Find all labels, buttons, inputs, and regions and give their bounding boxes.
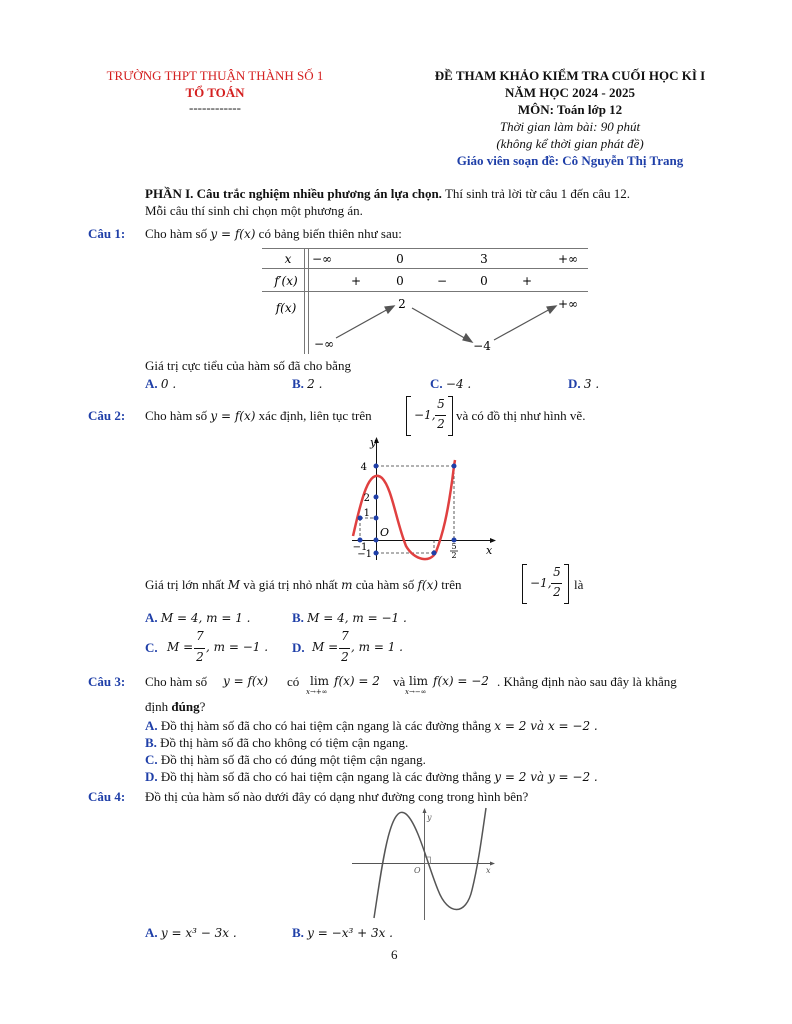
q3-lim1: lim	[310, 674, 330, 688]
frac-num: 7	[341, 629, 349, 643]
vt-fprime-value: 0	[480, 274, 488, 288]
q2-option-a[interactable]	[145, 610, 250, 626]
option-label: C.	[145, 640, 158, 655]
q3-stem-line2-pre: định	[145, 699, 172, 714]
duration: Thời gian làm bài: 90 phút	[499, 119, 641, 134]
option-text: Đồ thị hàm số đã cho có hai tiệm cận ngang là các đường thẳng	[157, 718, 495, 733]
q1-option-a[interactable]	[145, 376, 176, 392]
q3-stem-post: . Khẳng định nào sau đây là khẳng	[497, 674, 677, 689]
q2-option-d[interactable]	[292, 629, 432, 668]
option-math: y = 2 và y = −2 .	[494, 770, 598, 784]
vt-x-value: 0	[396, 252, 404, 266]
option-text: 3 .	[583, 377, 600, 391]
q3-option-c[interactable]	[145, 752, 426, 768]
q2-stem-post: và có đồ thị như hình vẽ.	[456, 408, 586, 423]
q2-x-axis-label: x	[486, 544, 493, 557]
q3-stem-line2-post: ?	[199, 699, 206, 714]
part1-title: PHẦN I. Câu trắc nghiệm nhiều phương án lựa chọn.	[145, 186, 442, 201]
q2-q-pre: Giá trị lớn nhất	[145, 577, 225, 592]
q4-option-b[interactable]	[292, 925, 393, 941]
vt-f-value: 2	[398, 297, 406, 311]
author: Giáo viên soạn đề: Cô Nguyễn Thị Trang	[456, 153, 684, 168]
q3-lim2: lim	[409, 674, 429, 688]
q3-stem-and: và	[393, 674, 406, 689]
frac-num: 5	[553, 565, 561, 579]
vt-f-value: +∞	[557, 297, 579, 311]
q2-q-func: f(x)	[417, 578, 439, 592]
option-label: A.	[145, 718, 158, 733]
q4-y-axis-label: y	[427, 813, 432, 822]
subject: MÔN: Toán lớp 12	[517, 102, 623, 117]
option-text: 2 .	[307, 377, 323, 391]
q2-stem-text	[145, 408, 372, 424]
q1-question: Giá trị cực tiểu của hàm số đã cho bằng	[145, 358, 351, 373]
option-label: C.	[145, 752, 158, 767]
q1-stem	[145, 226, 402, 242]
option-math: x = 2 và x = −2 .	[494, 719, 598, 733]
vt-f-value: −∞	[313, 337, 335, 351]
interval-left: −1,	[530, 576, 552, 590]
q1-stem-post: có bảng biến thiên như sau:	[258, 226, 402, 241]
q2-stem-mid: xác định, liên tục trên	[258, 408, 372, 423]
vt-fprime-value: 0	[396, 274, 404, 288]
q1-stem-pre: Cho hàm số	[145, 226, 208, 241]
y-tick: 1	[363, 508, 370, 519]
vt-fprime-value: −	[436, 274, 448, 288]
option-text: M = 4, m = −1 .	[307, 611, 407, 625]
q3-stem-line2	[145, 699, 205, 715]
exam-title: ĐỀ THAM KHẢO KIỂM TRA CUỐI HỌC KÌ I	[434, 68, 706, 83]
frac-den: 2	[437, 417, 445, 431]
interval-left: −1,	[414, 408, 436, 422]
department: TỔ TOÁN	[185, 85, 245, 100]
page-number: 6	[391, 947, 398, 962]
x-tick: −1	[352, 542, 368, 553]
x-tick: 5	[451, 542, 457, 551]
q2-question	[145, 577, 462, 593]
y-tick: 4	[360, 462, 367, 473]
q1-label: Câu 1:	[88, 226, 126, 241]
q2-option-b[interactable]	[292, 610, 407, 626]
option-label: B.	[292, 610, 304, 625]
frac-den: 2	[196, 650, 204, 664]
q4-curve	[374, 808, 486, 918]
q2-origin-label: O	[380, 526, 390, 539]
option-label: A.	[145, 925, 158, 940]
q2-stem-func: y = f(x)	[210, 409, 256, 423]
option-post: , m = 1 .	[351, 640, 403, 654]
q3-stem	[145, 674, 705, 698]
vt-x-value: 3	[480, 252, 488, 266]
frac-num: 5	[437, 397, 445, 411]
q2-q-mid1: và giá trị nhỏ nhất	[243, 577, 338, 592]
option-label: D.	[568, 376, 581, 391]
q1-option-d[interactable]	[568, 376, 599, 392]
q2-label: Câu 2:	[88, 408, 126, 423]
q4-graph	[348, 806, 498, 922]
q3-lim1-expr: f(x) = 2	[334, 674, 380, 688]
vt-fprime-label: f′(x)	[274, 274, 298, 288]
part1-heading	[145, 186, 630, 202]
school-name: TRƯỜNG THPT THUẬN THÀNH SỐ 1	[106, 68, 324, 83]
option-label: A.	[145, 610, 158, 625]
school-year: NĂM HỌC 2024 - 2025	[505, 85, 635, 100]
q2-q-m: m	[341, 578, 353, 592]
q2-question-post: là	[574, 577, 584, 592]
variation-table	[262, 248, 588, 354]
vt-f-label: f(x)	[275, 301, 297, 315]
option-pre: M =	[312, 640, 339, 654]
option-text: M = 4, m = 1 .	[160, 611, 251, 625]
vt-x-value: −∞	[311, 252, 333, 266]
y-tick: −1	[357, 549, 372, 560]
part1-instruction2: Mỗi câu thí sinh chỉ chọn một phương án.	[145, 203, 363, 218]
vt-x-label: x	[284, 252, 292, 266]
q2-stem-pre: Cho hàm số	[145, 408, 208, 423]
frac-num: 7	[196, 629, 204, 643]
y-tick: 2	[363, 493, 370, 504]
option-text: Đồ thị hàm số đã cho không có tiệm cận ngang.	[156, 735, 409, 750]
option-text: y = x³ − 3x .	[160, 926, 237, 940]
q2-q-mid2: của hàm số	[355, 577, 415, 592]
q2-option-c[interactable]	[145, 629, 285, 668]
q2-q-M: M	[227, 578, 240, 592]
option-label: B.	[292, 925, 304, 940]
q3-stem-pre: Cho hàm số	[145, 674, 208, 689]
header-dashes: ------------	[189, 100, 241, 115]
option-text: −4 .	[445, 377, 472, 391]
q2-y-axis-label: y	[370, 436, 377, 449]
q4-x-axis-label: x	[486, 866, 491, 875]
q2-interval	[406, 396, 454, 436]
vt-f-value: −4	[473, 339, 491, 353]
vt-x-value: +∞	[557, 252, 579, 266]
q2-graph	[340, 436, 500, 564]
option-text: y = −x³ + 3x .	[307, 926, 393, 940]
option-label: C.	[430, 376, 443, 391]
q3-option-d[interactable]	[145, 769, 598, 785]
option-label: A.	[145, 376, 158, 391]
q3-option-b[interactable]	[145, 735, 408, 751]
x-tick: 2	[451, 551, 457, 560]
q4-option-a[interactable]	[145, 925, 237, 941]
q3-option-a[interactable]	[145, 718, 598, 734]
q3-lim2-sub: x→−∞	[405, 688, 427, 696]
q2-question-interval	[522, 564, 570, 604]
q4-label: Câu 4:	[88, 789, 126, 804]
option-label: D.	[292, 640, 305, 655]
q3-lim1-sub: x→+∞	[306, 688, 328, 696]
q3-stem-func: y = f(x)	[223, 674, 269, 688]
vt-fprime-value: +	[521, 274, 533, 288]
option-text: Đồ thị hàm số đã cho có hai tiệm cận ngang là các đường thẳng	[157, 769, 495, 784]
option-text: 0 .	[160, 377, 177, 391]
q3-stem-line2-bold: đúng	[171, 699, 200, 714]
frac-den: 2	[341, 650, 349, 664]
part1-instruction: Thí sinh trả lời từ câu 1 đến câu 12.	[441, 186, 630, 201]
option-label: B.	[292, 376, 304, 391]
option-post: , m = −1 .	[206, 640, 269, 654]
frac-den: 2	[553, 585, 561, 599]
option-pre: M =	[167, 640, 194, 654]
q3-lim2-expr: f(x) = −2	[433, 674, 489, 688]
option-text: Đồ thị hàm số đã cho có đúng một tiệm cận ngang.	[157, 752, 426, 767]
q1-option-b[interactable]	[292, 376, 322, 392]
q1-stem-func: y = f(x)	[210, 227, 256, 241]
q3-label: Câu 3:	[88, 674, 126, 689]
option-label: D.	[145, 769, 158, 784]
q4-origin-label: O	[414, 866, 421, 875]
q1-option-c[interactable]	[430, 376, 471, 392]
q3-stem-mid: có	[287, 674, 300, 689]
option-label: B.	[145, 735, 157, 750]
duration-note: (không kể thời gian phát đề)	[496, 136, 644, 151]
q2-q-mid3: trên	[441, 577, 462, 592]
vt-fprime-value: +	[350, 274, 362, 288]
vt-arrows	[336, 306, 556, 342]
q4-stem: Đồ thị của hàm số nào dưới đây có dạng như đường cong trong hình bên?	[145, 789, 529, 804]
